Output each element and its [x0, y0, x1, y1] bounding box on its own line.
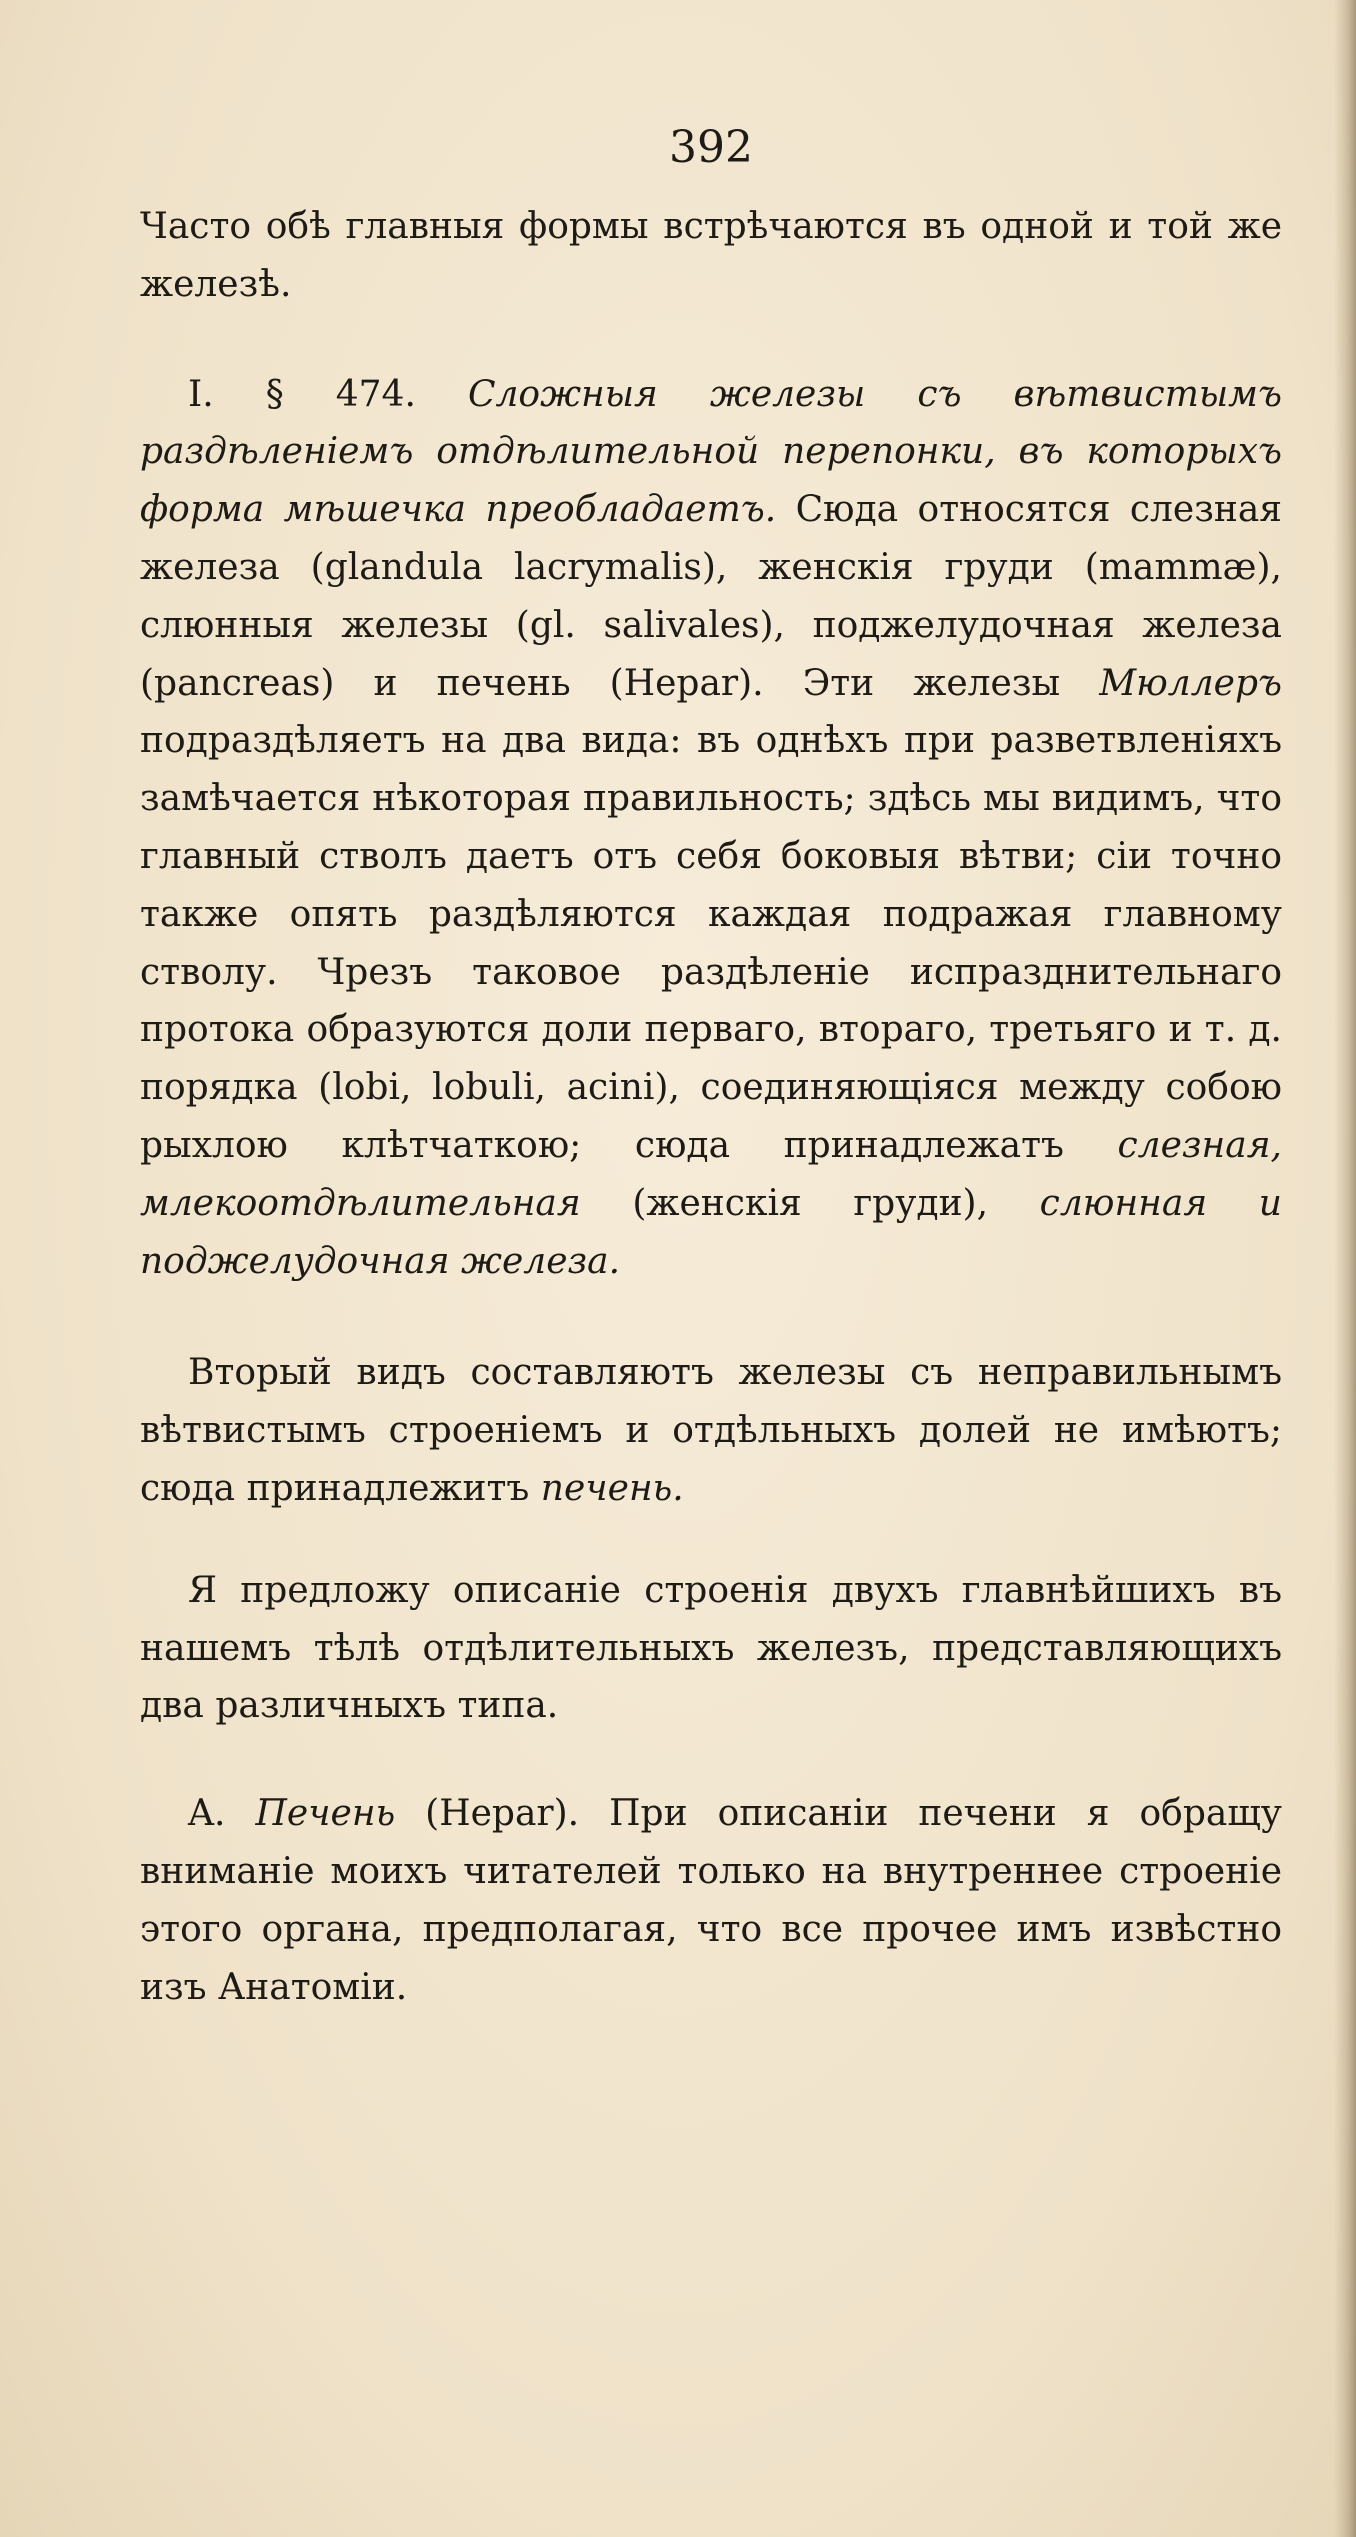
subsection-letter: A.: [188, 1793, 256, 1835]
section-number: I. § 474.: [188, 373, 468, 415]
page-number: 392: [669, 122, 753, 173]
page-edge-shadow: [1334, 0, 1356, 2537]
paragraph-plan: Я предложу описаніе строенія двухъ главнѣйшихъ въ нашемъ тѣлѣ отдѣлительныхъ железъ, представляющихъ два различныхъ типа.: [140, 1569, 1282, 1727]
section-text-c: (женскія груди),: [580, 1182, 1040, 1224]
paragraph-section-474: [140, 366, 1282, 1291]
section-text-b: подраздѣляетъ на два вида: въ однѣхъ при разветвленіяхъ замѣчается нѣкоторая правильность; здѣсь мы видимъ, что главный стволъ даетъ отъ себя боковыя вѣтви; сіи точно также опять раздѣляются каждая подражая главному стволу. Чрезъ таковое раздѣленіе испразднительнаго протока образуются доли перваго, втораго, третьяго и т. д. порядка (lobi, lobuli, acini), соединяющіяся между собою рыхлою клѣтчаткою; сюда принадлежатъ: [140, 720, 1282, 1166]
text-block: [140, 118, 1282, 2016]
section-heading: Сложныя железы съ вѣтвистымъ раздѣленіемъ отдѣлительной перепонки, въ которыхъ форма мѣшечка преобладаетъ.: [140, 373, 1282, 531]
paragraph-liver: [140, 1785, 1282, 2016]
gland-names-1: слезная, млекоотдѣлительная: [140, 1124, 1282, 1224]
liver-word: печень.: [540, 1467, 684, 1509]
author-name: Мюллеръ: [1099, 662, 1282, 704]
second-type-text: Вторый видъ составляютъ железы съ неправильнымъ вѣтвистымъ строеніемъ и отдѣльныхъ долей не имѣютъ; сюда принадлежитъ: [140, 1352, 1282, 1509]
liver-text: (Hepar). При описаніи печени я обращу вниманіе моихъ читателей только на внутреннее строеніе этого органа, предполагая, что все прочее имъ извѣстно изъ Анатоміи.: [140, 1793, 1282, 2008]
paragraph-intro: Часто обѣ главныя формы встрѣчаются въ одной и той же железѣ.: [140, 206, 1282, 305]
paragraph-second-type: [140, 1344, 1282, 1517]
section-text-a: Сюда относятся слезная железа (glandula lacrymalis), женскія груди (mammæ), слюнныя железы (gl. salivales), поджелудочная железа (pancreas) и печень (Hepar). Эти железы: [140, 489, 1282, 704]
subsection-title: Печень: [255, 1793, 396, 1835]
gland-names-2: слюнная и поджелудочная железа.: [140, 1182, 1282, 1282]
